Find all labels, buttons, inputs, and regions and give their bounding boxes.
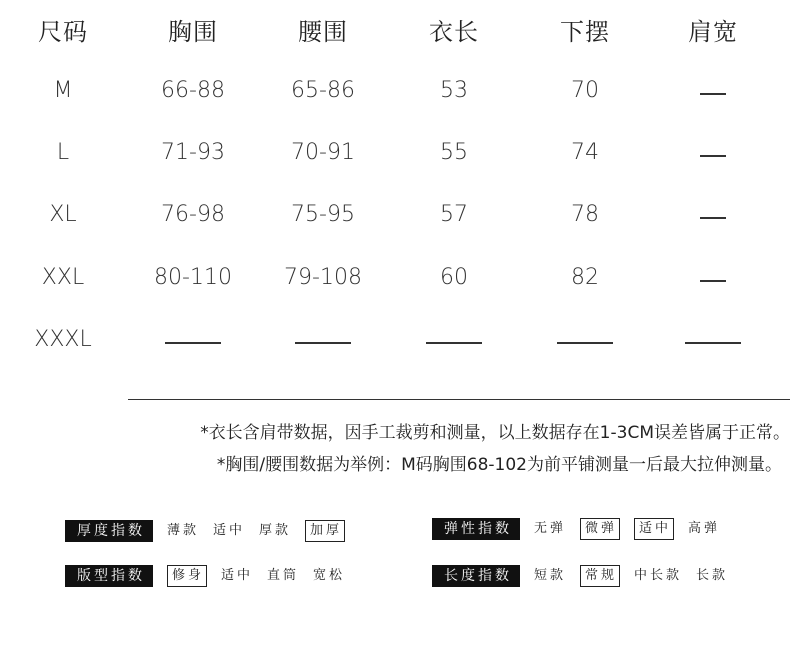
size-label: L [56, 140, 70, 165]
measurement-cell: 65-86 [291, 78, 355, 103]
index-option-selected: 微弹 [580, 518, 620, 540]
index-option: 宽松 [313, 568, 346, 583]
header-bust: 胸围 [168, 18, 218, 46]
index-option-selected: 加厚 [305, 520, 345, 542]
measurement-cell: 79-108 [284, 265, 362, 290]
measurement-cell: 53 [440, 78, 468, 103]
dash-line [426, 342, 482, 344]
size-label: M [53, 78, 73, 103]
index-option-selected: 修身 [167, 565, 207, 587]
measurement-cell: 70-91 [291, 140, 355, 165]
header-hem: 下摆 [560, 18, 610, 46]
index-group [432, 565, 728, 587]
size-label: XXL [41, 265, 85, 290]
index-option: 直筒 [267, 568, 300, 583]
dash-line [700, 155, 726, 157]
measurement-cell: 66-88 [161, 78, 225, 103]
measurement-cell: 82 [571, 265, 599, 290]
header-shoulder: 肩宽 [688, 18, 738, 46]
measurement-cell: 78 [571, 202, 599, 227]
dash-line [700, 93, 726, 95]
index-label: 弹性指数 [432, 518, 520, 540]
header-length: 衣长 [429, 18, 479, 46]
measurement-cell: 74 [571, 140, 599, 165]
header-waist: 腰围 [298, 18, 348, 46]
index-option: 适中 [213, 523, 246, 538]
dash-line [295, 342, 351, 344]
dash-line [700, 217, 726, 219]
index-option: 适中 [221, 568, 254, 583]
size-label: XXXL [34, 327, 92, 352]
dash-line [700, 280, 726, 282]
measurement-cell: 60 [440, 265, 468, 290]
dash-line [685, 342, 741, 344]
index-option: 薄款 [167, 523, 200, 538]
index-option: 无弹 [534, 521, 567, 536]
index-group [432, 518, 720, 540]
index-option: 高弹 [688, 521, 721, 536]
index-label: 版型指数 [65, 565, 153, 587]
index-label: 厚度指数 [65, 520, 153, 542]
index-option: 中长款 [634, 568, 683, 583]
measurement-cell: 76-98 [161, 202, 225, 227]
measurement-cell: 57 [440, 202, 468, 227]
measurement-cell: 80-110 [154, 265, 232, 290]
measurement-cell: 55 [440, 140, 468, 165]
measurement-cell: 75-95 [291, 202, 355, 227]
index-option: 厚款 [259, 523, 292, 538]
index-option: 长款 [696, 568, 729, 583]
note-line-2: *胸围/腰围数据为举例：M码胸围68-102为前平铺测量一后最大拉伸测量。 [216, 455, 782, 475]
divider-line [128, 399, 790, 400]
header-size: 尺码 [38, 18, 88, 46]
measurement-cell: 70 [571, 78, 599, 103]
index-option-selected: 适中 [634, 518, 674, 540]
size-label: XL [49, 202, 77, 227]
measurement-cell: 71-93 [161, 140, 225, 165]
index-option: 短款 [534, 568, 567, 583]
index-option-selected: 常规 [580, 565, 620, 587]
note-line-1: *衣长含肩带数据，因手工裁剪和测量，以上数据存在1-3CM误差皆属于正常。 [200, 423, 790, 443]
dash-line [165, 342, 221, 344]
index-label: 长度指数 [432, 565, 520, 587]
dash-line [557, 342, 613, 344]
index-group [65, 565, 345, 587]
index-group [65, 520, 345, 542]
